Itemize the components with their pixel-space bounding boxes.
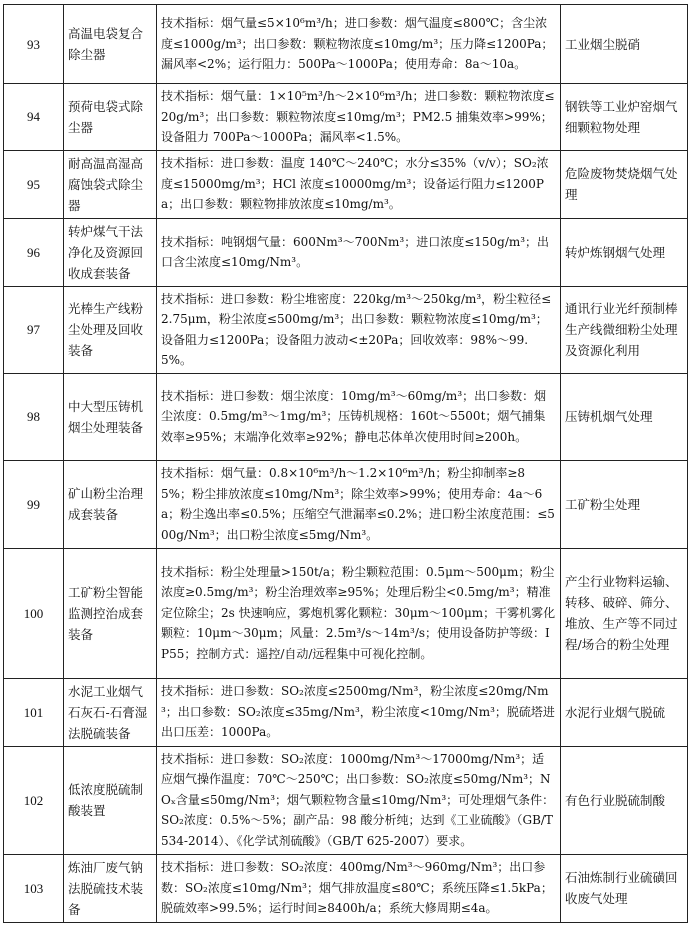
application-field: 危险废物焚烧烟气处理: [561, 150, 688, 218]
technical-specs: 技术指标：进口参数：SO₂浓度：1000mg/Nm³～17000mg/Nm³；适应烟气操作温度：70℃～250℃；出口参数：SO₂浓度≤50mg/Nm³；NOₓ含量≤50mg/Nm³；烟气颗粒物含量≤10mg/Nm³；可处理烟气条件：SO₂浓度：0.5%～5%；副产品：98 酸分析纯；达到《工业硫酸》（GB/T 534-2014）、《化学试剂硫酸》（GB/T 625-2007）要求。: [157, 746, 561, 854]
row-number: 93: [4, 5, 64, 84]
table-row: [4, 678, 688, 746]
application-field: 压铸机烟气处理: [561, 373, 688, 460]
table-row: [4, 746, 688, 854]
technical-specs: 技术指标：进口参数：SO₂浓度：400mg/Nm³～960mg/Nm³；出口参数：SO₂浓度≤10mg/Nm³；烟气排放温度≤80℃；系统压降≤1.5kPa；脱硫效率>99.5%；运行时间≥8400h/a；系统大修周期≤4a。: [157, 854, 561, 922]
row-number: 99: [4, 460, 64, 548]
equipment-name: 水泥工业烟气石灰石-石膏湿法脱硫装备: [64, 678, 157, 746]
application-field: 工矿粉尘处理: [561, 460, 688, 548]
equipment-name: 矿山粉尘治理成套装备: [64, 460, 157, 548]
application-field: 钢铁等工业炉窑烟气细颗粒物处理: [561, 84, 688, 151]
equipment-name: 中大型压铸机烟尘处理装备: [64, 373, 157, 460]
equipment-name: 光棒生产线粉尘处理及回收装备: [64, 286, 157, 373]
equipment-name: 预荷电袋式除尘器: [64, 84, 157, 151]
row-number: 95: [4, 150, 64, 218]
equipment-name: 工矿粉尘智能监测控治成套装备: [64, 548, 157, 678]
application-field: 有色行业脱硫制酸: [561, 746, 688, 854]
table-row: [4, 373, 688, 460]
row-number: 97: [4, 286, 64, 373]
technical-specs: 技术指标：烟气量：0.8×10⁶m³/h～1.2×10⁶m³/h；粉尘抑制率≥85%；粉尘排放浓度≤10mg/Nm³；除尘效率>99%；使用寿命：4a～6a；粉尘逸出率≤0.5%；压缩空气泄漏率≤0.2%；进口粉尘浓度范围：≤500g/Nm³；出口粉尘浓度≤5mg/Nm³。: [157, 460, 561, 548]
technical-specs: 技术指标：烟气量：1×10⁵m³/h～2×10⁶m³/h；进口参数：颗粒物浓度≤20g/m³；出口参数：颗粒物浓度≤10mg/m³；PM2.5 捕集效率>99%；设备阻力 700Pa～1000Pa；漏风率<1.5%。: [157, 84, 561, 151]
equipment-name: 低浓度脱硫制酸装置: [64, 746, 157, 854]
technical-specs: 技术指标：烟气量≤5×10⁶m³/h；进口参数：烟气温度≤800℃；含尘浓度≤1000g/m³；出口参数：颗粒物浓度≤10mg/m³；压力降≤1200Pa；漏风率<2%；运行阻力：500Pa～1000Pa；使用寿命：8a～10a。: [157, 5, 561, 84]
row-number: 101: [4, 678, 64, 746]
table-row: [4, 286, 688, 373]
table-row: [4, 854, 688, 922]
technical-specs: 技术指标：吨钢烟气量：600Nm³～700Nm³；进口浓度≤150g/m³；出口含尘浓度≤10mg/Nm³。: [157, 218, 561, 286]
technical-specs: 技术指标：进口参数：SO₂浓度≤2500mg/Nm³，粉尘浓度≤20mg/Nm³；出口参数：SO₂浓度≤35mg/Nm³，粉尘浓度<10mg/Nm³；脱硫塔进出口压差：1000Pa。: [157, 678, 561, 746]
application-field: 转炉炼钢烟气处理: [561, 218, 688, 286]
table-row: [4, 84, 688, 151]
application-field: 水泥行业烟气脱硫: [561, 678, 688, 746]
table-row: [4, 218, 688, 286]
equipment-name: 炼油厂废气钠法脱硫技术装备: [64, 854, 157, 922]
row-number: 103: [4, 854, 64, 922]
row-number: 98: [4, 373, 64, 460]
table-row: [4, 5, 688, 84]
technical-specs: 技术指标：进口参数：烟尘浓度：10mg/m³～60mg/m³；出口参数：烟尘浓度：0.5mg/m³～1mg/m³；压铸机规格：160t～5500t；烟气捕集效率≥95%；末端净化效率≥92%；静电芯体单次使用时间≥200h。: [157, 373, 561, 460]
row-number: 100: [4, 548, 64, 678]
row-number: 94: [4, 84, 64, 151]
application-field: 产尘行业物料运输、转移、破碎、筛分、堆放、生产等不同过程/场合的粉尘处理: [561, 548, 688, 678]
equipment-name: 高温电袋复合除尘器: [64, 5, 157, 84]
equipment-name: 耐高温高湿高腐蚀袋式除尘器: [64, 150, 157, 218]
equipment-name: 转炉煤气干法净化及资源回收成套装备: [64, 218, 157, 286]
application-field: 通讯行业光纤预制棒生产线微细粉尘处理及资源化利用: [561, 286, 688, 373]
table-row: [4, 150, 688, 218]
technical-specs: 技术指标：粉尘处理量>150t/a；粉尘颗粒范围：0.5μm～500μm；粉尘浓度≥0.5mg/m³；粉尘治理效率≥95%；处理后粉尘<0.5mg/m³；精准定位除尘；2s 快速响应，雾炮机雾化颗粒：30μm～100μm；干雾机雾化颗粒：10μm～30μm；风量：2.5m³/s～14m³/s；使用设备防护等级：IP55；控制方式：遥控/自动/远程集中可视化控制。: [157, 548, 561, 678]
table-row: [4, 460, 688, 548]
row-number: 96: [4, 218, 64, 286]
technical-specs: 技术指标：进口参数：温度 140℃～240℃；水分≤35%（v/v）；SO₂浓度≤15000mg/m³；HCl 浓度≤10000mg/m³；设备运行阻力≤1200Pa；出口参数：颗粒物排放浓度≤10mg/m³。: [157, 150, 561, 218]
technical-specs: 技术指标：进口参数：粉尘堆密度：220kg/m³～250kg/m³，粉尘粒径≤2.75μm，粉尘浓度≤500mg/m³；出口参数：颗粒物浓度≤10mg/m³；设备阻力≤1200Pa；设备阻力波动<±20Pa；回收效率：98%～99.5%。: [157, 286, 561, 373]
application-field: 石油炼制行业硫磺回收废气处理: [561, 854, 688, 922]
equipment-table: [3, 4, 688, 923]
table-row: [4, 548, 688, 678]
row-number: 102: [4, 746, 64, 854]
application-field: 工业烟尘脱硝: [561, 5, 688, 84]
